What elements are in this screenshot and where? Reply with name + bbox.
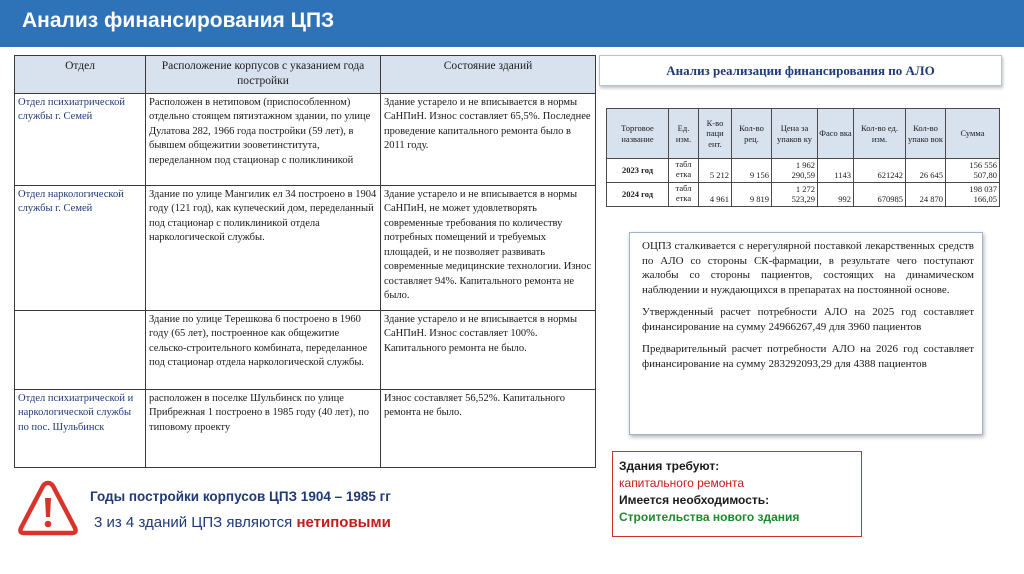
dept-cell: Отдел психиатрической службы г. Семей (15, 94, 146, 186)
dept-cell: Отдел психиатрической и наркологической службы по пос. Шульбинск (15, 390, 146, 468)
alo-column-header: Кол-во ед. изм. (854, 109, 906, 159)
note-paragraph: ОЦПЗ сталкивается с нерегулярной поставкой лекарственных средств по АЛО со стороны СК-фармации, в результате чего поступают жалобы со стороны пациентов, состоящих на динамическом наблюдении и нуждающихся в препаратах на постоянной основе. (642, 240, 974, 296)
alo-notes-box (629, 232, 983, 435)
non-standard-buildings-text (94, 514, 391, 531)
alo-sum-cell: 156 556 507,80 (946, 159, 1000, 183)
requirement-label: Имеется необходимость: (619, 493, 770, 508)
alo-title-box (599, 55, 1002, 86)
alo-year-cell: 2023 год (607, 159, 669, 183)
dept-cell (15, 311, 146, 390)
table-header-row (15, 56, 596, 94)
alo-row (607, 159, 1000, 183)
note-paragraph: Предварительный расчет потребности АЛО на 2026 год составляет финансирование на сумму 283292093,29 для 4388 пациентов (642, 343, 974, 370)
alo-column-header: К-во паци ент. (699, 109, 732, 159)
requirement-value: Строительства нового здания (619, 510, 800, 525)
alo-column-header: Кол-во упако вок (906, 109, 946, 159)
table-row (15, 390, 596, 468)
alo-column-header: Цена за упаков ку (772, 109, 818, 159)
header-bar (0, 0, 1024, 47)
warning-triangle-icon (16, 478, 80, 538)
alo-price-cell: 1 272 523,29 (772, 183, 818, 207)
table-row (15, 311, 596, 390)
location-cell: расположен в поселке Шульбинск по улице Прибрежная 1 построено в 1985 году (40 лет), по типовому проекту (146, 390, 381, 468)
alo-patients-cell: 5 212 (699, 159, 732, 183)
table-row (15, 186, 596, 311)
condition-cell: Здание устарело и не вписывается в нормы СаНПиН. Износ составляет 65,5%. Последнее проведение капитального ремонта было в 2011 году. (381, 94, 596, 186)
alo-column-header: Кол-во рец. (732, 109, 772, 159)
alo-title: Анализ реализации финансирования по АЛО (666, 63, 935, 78)
condition-cell: Износ составляет 56,52%. Капитального ремонта не было. (381, 390, 596, 468)
alo-packs-cell: 24 870 (906, 183, 946, 207)
non-standard-prefix: 3 из 4 зданий ЦПЗ являются (94, 514, 293, 531)
alo-header-row (607, 109, 1000, 159)
column-header: Отдел (15, 56, 146, 94)
column-header: Расположение корпусов с указанием года постройки (146, 56, 381, 94)
alo-year-cell: 2024 год (607, 183, 669, 207)
alo-pack-cell: 992 (818, 183, 854, 207)
note-paragraph: Утвержденный расчет потребности АЛО на 2025 год составляет финансирование на сумму 24966267,49 для 3960 пациентов (642, 306, 974, 333)
dept-cell: Отдел наркологической службы г. Семей (15, 186, 146, 311)
alo-patients-cell: 4 961 (699, 183, 732, 207)
alo-column-header: Сумма (946, 109, 1000, 159)
alo-column-header: Ед. изм. (669, 109, 699, 159)
alo-pack-cell: 1143 (818, 159, 854, 183)
buildings-table (14, 55, 596, 468)
alo-unit-cell: табл етка (669, 159, 699, 183)
alo-unit-cell: табл етка (669, 183, 699, 207)
location-cell: Здание по улице Терешкова 6 построено в 1960 году (65 лет), построенное как общежитие сельско-строительного комбината, переделанное под стационар отдела наркологической службы. (146, 311, 381, 390)
alo-units-cell: 670985 (854, 183, 906, 207)
alo-table (606, 108, 1000, 207)
alo-row (607, 183, 1000, 207)
alo-units-cell: 621242 (854, 159, 906, 183)
alo-recipes-cell: 9 156 (732, 159, 772, 183)
condition-cell: Здание устарело и не вписывается в нормы СаНПиН. Износ составляет 100%. Капитального ремонта не было. (381, 311, 596, 390)
column-header: Состояние зданий (381, 56, 596, 94)
page-title: Анализ финансирования ЦПЗ (22, 9, 335, 32)
alo-column-header: Торговое название (607, 109, 669, 159)
alo-recipes-cell: 9 819 (732, 183, 772, 207)
alo-packs-cell: 26 645 (906, 159, 946, 183)
location-cell: Расположен в нетиповом (приспособленном) отдельно стоящем пятиэтажном здании, по улице Дулатова 282, 1966 года постройки (59 лет), в бывшем общежитии зооветинститута, переделанном под стационар с поликлиникой (146, 94, 381, 186)
non-standard-highlight: нетиповыми (296, 514, 391, 531)
alo-column-header: Фасо вка (818, 109, 854, 159)
requirement-label: Здания требуют: (619, 459, 720, 473)
condition-cell: Здание устарело и не вписывается в нормы СаНПиН, не может удовлетворять современные требования по количеству потребных помещений и требуемых площадей, и не позволяет развивать современные медицинские технологии. Износ составляет 94%. Капитального ремонта не было. (381, 186, 596, 311)
alo-sum-cell: 198 037 166,05 (946, 183, 1000, 207)
table-row (15, 94, 596, 186)
location-cell: Здание по улице Мангилик ел 34 построено в 1904 году (121 год), как купеческий дом, переделанный под стационар с поликлиникой отдела наркологической службы. (146, 186, 381, 311)
construction-years-text: Годы постройки корпусов ЦПЗ 1904 – 1985 гг (90, 489, 391, 504)
requirements-box (612, 451, 862, 537)
alo-price-cell: 1 962 290,59 (772, 159, 818, 183)
requirement-value: капитального ремонта (619, 476, 745, 491)
